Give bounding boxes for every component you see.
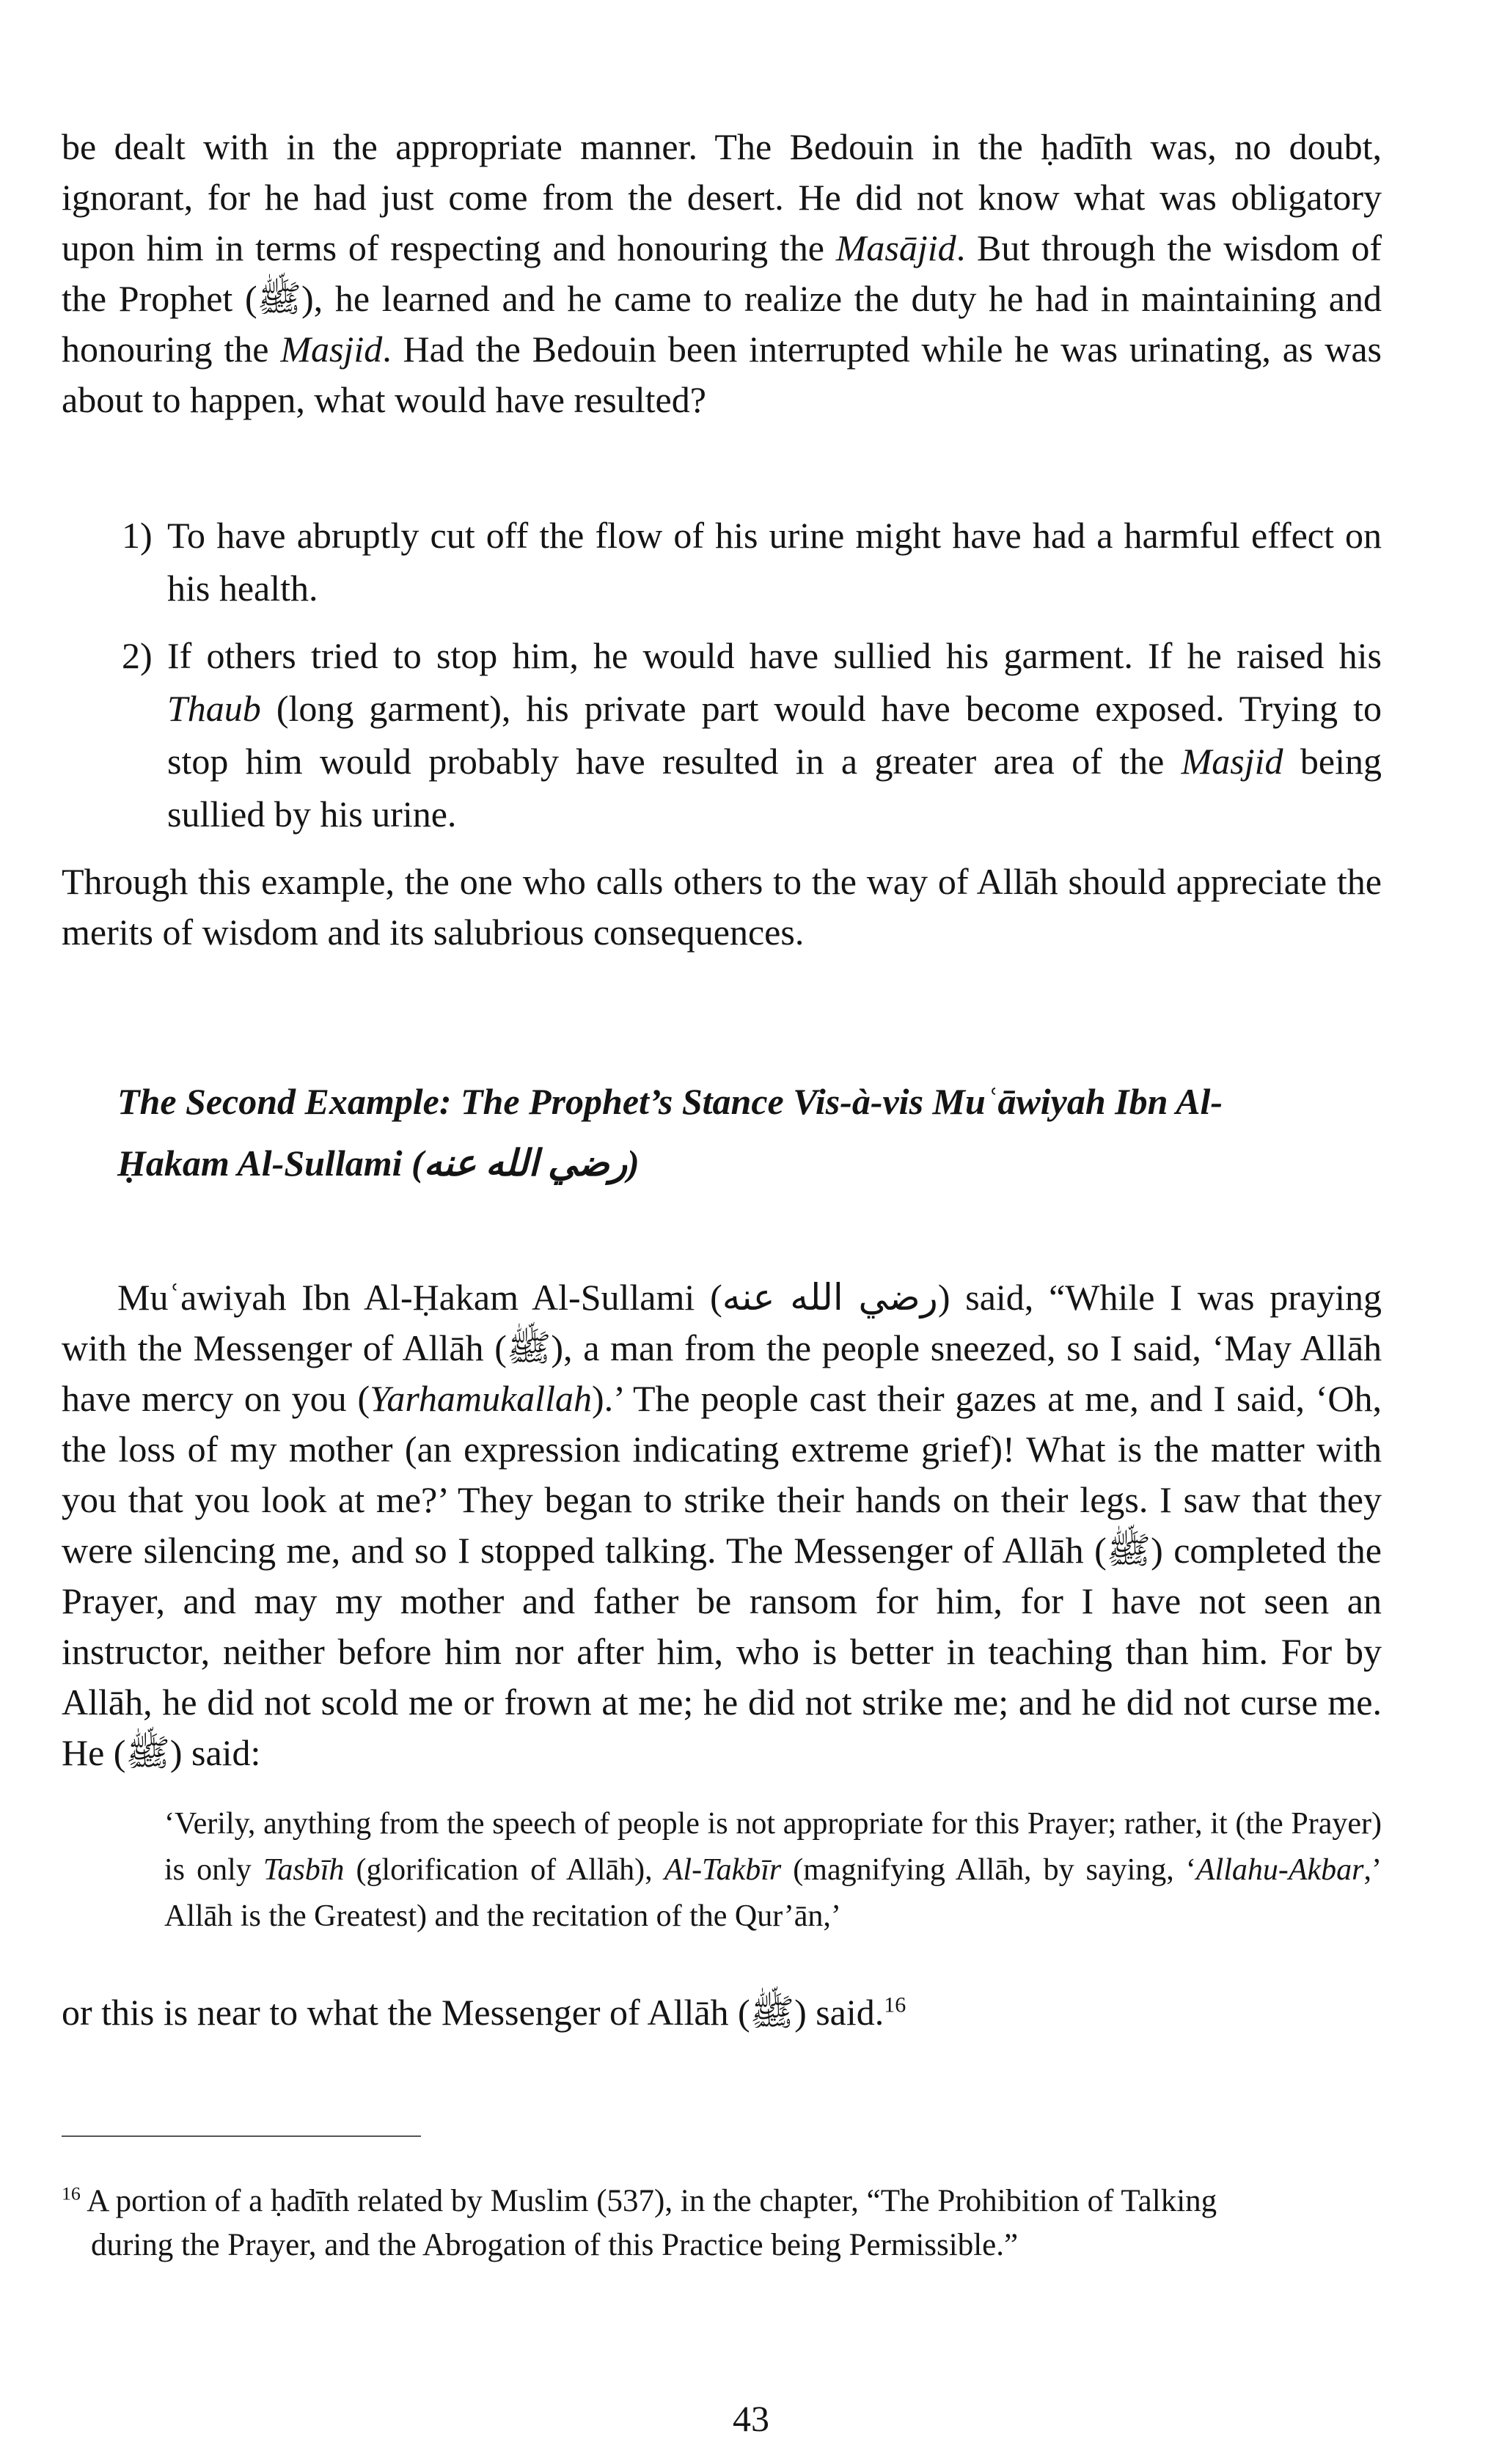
italic-term: Masjid	[1181, 741, 1283, 782]
text-span: being sullied by his urine.	[167, 741, 1382, 835]
footnote-line-2: during the Prayer, and the Abrogation of this Practice being Permissible.”	[91, 2228, 1019, 2262]
section-heading: The Second Example: The Prophet’s Stance Vis-à-vis Muʿāwiyah Ibn Al-Ḥakam Al-Sullami (رضي الله عنه)	[117, 1081, 1223, 1184]
footnote	[62, 2179, 1382, 2267]
paragraph-bedouin-wisdom	[62, 122, 1382, 425]
block-quote	[164, 1801, 1382, 1940]
text-span: . But through the wisdom of the Prophet (ﷺ), he learned and he came to realize the duty he had in maintaining and honouring the	[62, 227, 1382, 370]
paragraph-closing	[62, 1987, 1382, 2038]
paragraph-muawiyah-narration	[62, 1272, 1382, 1778]
text-span: . Had the Bedouin been interrupted while he was urinating, as was about to happen, what would have resulted?	[62, 329, 1382, 420]
footnote-line-1: A portion of a ḥadīth related by Muslim (537), in the chapter, “The Prohibition of Talking	[87, 2184, 1217, 2218]
text-span: ‘Verily, anything from the speech of people is not appropriate for this Prayer; rather, it (the Prayer) is only	[164, 1807, 1382, 1887]
italic-term: Allahu-Akbar	[1195, 1853, 1364, 1887]
list-number: 1)	[122, 515, 153, 556]
list-text	[167, 509, 1382, 615]
footnote-divider	[62, 2135, 421, 2137]
paragraph-example-conclusion: Through this example, the one who calls others to the way of Allāh should appreciate the merits of wisdom and its salubrious consequences.	[62, 861, 1382, 953]
italic-term: Tasbīh	[263, 1853, 345, 1887]
footnote-reference: 16	[884, 1992, 906, 2017]
text-span: Muʿawiyah Ibn Al-Ḥakam Al-Sullami (رضي الله عنه) said, “While I was praying with the Messenger of Allāh (ﷺ), a man from the people sneezed, so I said, ‘May Allāh have mercy on you (	[62, 1277, 1382, 1419]
text-span: be dealt with in the appropriate manner. The Bedouin in the ḥadīth was, no doubt, ignorant, for he had just come from the desert. He did not know what was obligatory upon him in terms of respecting and honouring the	[62, 126, 1382, 268]
list-text	[167, 629, 1382, 840]
list-item-1	[122, 509, 1382, 615]
footnote-number: 16	[62, 2182, 81, 2204]
text-span: (long garment), his private part would have become exposed. Trying to stop him would probably have resulted in a greater area of the	[167, 688, 1382, 782]
list-number: 2)	[122, 635, 153, 676]
text-span: ,’ Allāh is the Greatest) and the recitation of the Qur’ān,’	[164, 1853, 1382, 1933]
text-span: or this is near to what the Messenger of Allāh (ﷺ) said.	[62, 1992, 884, 2033]
text-span: To have abruptly cut off the flow of his urine might have had a harmful effect on his health.	[167, 515, 1382, 609]
text-span: ).’ The people cast their gazes at me, and I said, ‘Oh, the loss of my mother (an expression indicating extreme grief)! What is the matter with you that you look at me?’ They began to strike their hands on their legs. I saw that they were silencing me, and so I stopped talking. The Messenger of Allāh (ﷺ) completed the Prayer, and may my mother and father be ransom for him, for I have not seen an instructor, neither before him nor after him, who is better in teaching than him. For by Allāh, he did not scold me or frown at me; he did not strike me; and he did not curse me. He (ﷺ) said:	[62, 1378, 1382, 1773]
list-item-2	[122, 629, 1382, 840]
italic-term: Thaub	[167, 688, 261, 729]
italic-term: Yarhamukallah	[370, 1378, 592, 1419]
italic-term: Masjid	[280, 329, 383, 370]
text-span: (magnifying Allāh, by saying, ‘	[781, 1853, 1196, 1887]
text-span: (glorification of Allāh),	[344, 1853, 664, 1887]
italic-term: Masājid	[835, 227, 956, 268]
text-span: If others tried to stop him, he would have sullied his garment. If he raised his	[167, 635, 1382, 676]
italic-term: Al-Takbīr	[664, 1853, 782, 1887]
page-number: 43	[733, 2398, 769, 2439]
